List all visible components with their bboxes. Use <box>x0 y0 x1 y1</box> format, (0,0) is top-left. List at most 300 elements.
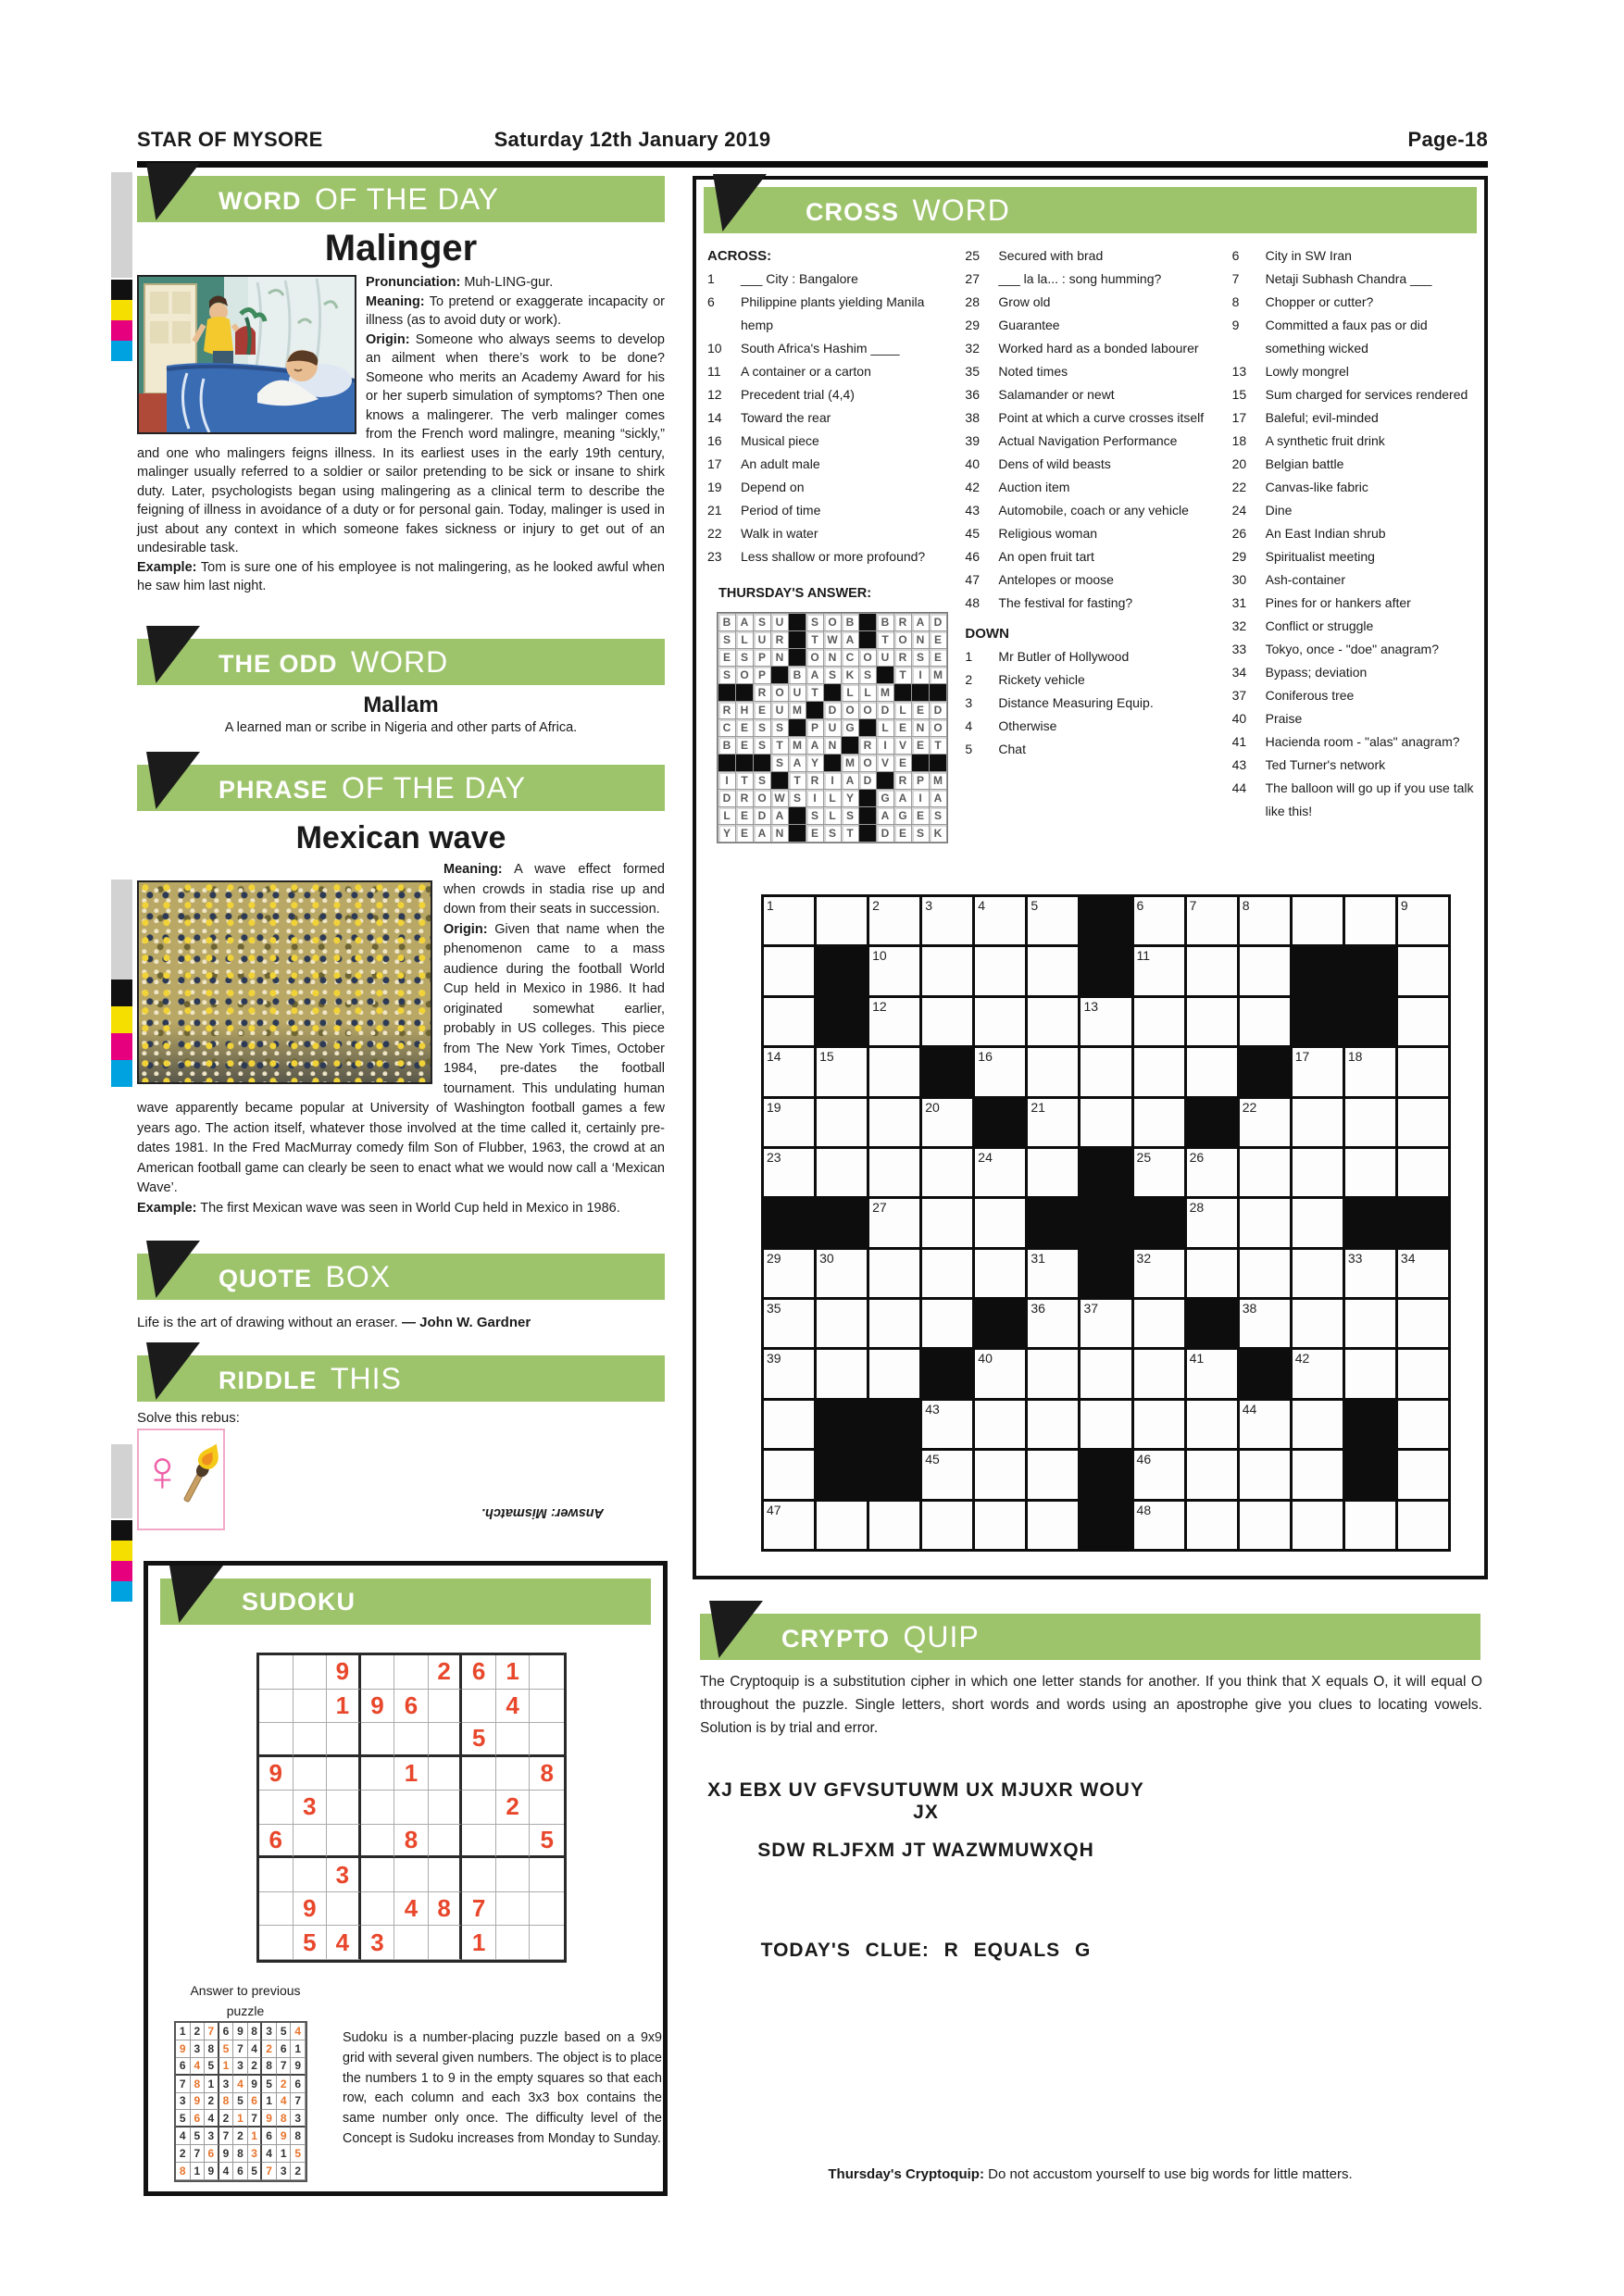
crossword-cell[interactable] <box>1187 1451 1237 1498</box>
solution-cell: W <box>824 631 841 648</box>
crossword-cell[interactable] <box>764 947 814 994</box>
crossword-cell[interactable] <box>869 1149 919 1196</box>
sudoku-cell[interactable] <box>394 1791 429 1825</box>
crossword-cell[interactable]: 6 <box>1134 897 1184 944</box>
crossword-cell[interactable]: 40 <box>975 1350 1025 1397</box>
crossword-cell[interactable] <box>922 1300 972 1347</box>
sudoku-cell[interactable] <box>294 1690 328 1724</box>
crossword-cell[interactable] <box>1345 897 1395 944</box>
crossword-cell[interactable] <box>1293 1099 1343 1146</box>
crossword-cell[interactable] <box>764 1451 814 1498</box>
solution-cell: S <box>912 825 929 842</box>
sudoku-cell[interactable]: 6 <box>259 1825 294 1859</box>
crossword-cell[interactable]: 35 <box>764 1300 814 1347</box>
sudoku-cell[interactable] <box>429 1858 463 1892</box>
odd-word-section <box>137 639 665 735</box>
crossword-cell[interactable]: 26 <box>1187 1149 1237 1196</box>
sudoku-cell[interactable] <box>429 1825 463 1859</box>
clue-down: 26 An East Indian shrub <box>1231 526 1386 541</box>
registration-bar-gray <box>111 880 132 980</box>
crossword-cell[interactable] <box>1240 1502 1290 1549</box>
sudoku-answer-cell: 5 <box>248 2163 263 2180</box>
sudoku-cell[interactable]: 4 <box>327 1926 361 1960</box>
crossword-cell[interactable] <box>1293 1250 1343 1297</box>
crossword-cell[interactable]: 39 <box>764 1350 814 1397</box>
solution-cell: A <box>771 807 788 824</box>
crossword-cell[interactable] <box>1345 1300 1395 1347</box>
sudoku-cell[interactable]: 4 <box>394 1892 429 1927</box>
sudoku-cell[interactable] <box>327 1723 361 1757</box>
crossword-cell[interactable] <box>1293 1199 1343 1246</box>
crossword-cell[interactable]: 2 <box>869 897 919 944</box>
crossword-cell[interactable] <box>922 1149 972 1196</box>
sudoku-cell[interactable] <box>530 1892 564 1927</box>
crossword-cell[interactable] <box>1187 1502 1237 1549</box>
crossword-cell[interactable]: 48 <box>1134 1502 1184 1549</box>
sudoku-answer-cell: 8 <box>191 2076 206 2093</box>
solution-cell: O <box>842 702 858 718</box>
crossword-cell[interactable] <box>1134 1099 1184 1146</box>
sudoku-cell[interactable]: 5 <box>462 1723 496 1757</box>
crossword-cell[interactable]: 12 <box>869 998 919 1045</box>
crossword-cell[interactable]: 43 <box>922 1401 972 1448</box>
banner-kicker: CROSS <box>806 198 900 226</box>
sudoku-cell[interactable] <box>327 1825 361 1859</box>
crossword-cell[interactable]: 30 <box>817 1250 867 1297</box>
clue-column-3 <box>1232 244 1479 843</box>
solution-cell: N <box>771 649 788 666</box>
crossword-cell[interactable]: 14 <box>764 1048 814 1095</box>
solution-cell: A <box>789 755 806 771</box>
phrase-block-meaning: Meaning: A wave effect formed when crowds in stadia rise up and down from their seats in succession. <box>443 862 666 917</box>
sudoku-answer-grid <box>174 2021 307 2182</box>
clue-down: 24 Dine <box>1231 503 1293 518</box>
crossword-cell[interactable] <box>922 1250 972 1297</box>
sudoku-answer-cell: 4 <box>219 2163 234 2180</box>
crossword-cell[interactable] <box>1293 1401 1343 1448</box>
crossword-cell[interactable]: 36 <box>1028 1300 1078 1347</box>
sudoku-answer-cell: 1 <box>277 2145 292 2163</box>
crossword-cell[interactable]: 9 <box>1398 897 1448 944</box>
banner-kicker-rest: QUIP <box>903 1620 980 1653</box>
sudoku-cell[interactable]: 1 <box>462 1926 496 1960</box>
sudoku-cell[interactable]: 1 <box>394 1757 429 1791</box>
banner-kicker-rest: OF THE DAY <box>314 182 499 216</box>
clue-across: 48 The festival for fasting? <box>965 595 1133 610</box>
crossword-cell[interactable]: 45 <box>922 1451 972 1498</box>
crossword-cell[interactable] <box>975 1502 1025 1549</box>
sudoku-cell[interactable]: 3 <box>294 1791 328 1825</box>
crossword-block-cell <box>1293 947 1343 994</box>
sudoku-cell[interactable]: 9 <box>294 1892 328 1927</box>
crossword-cell[interactable] <box>1028 998 1078 1045</box>
sudoku-answer-cell: 3 <box>277 2163 292 2180</box>
crossword-cell[interactable]: 37 <box>1081 1300 1131 1347</box>
sudoku-cell[interactable] <box>462 1791 496 1825</box>
crossword-block-cell <box>1081 947 1131 994</box>
sudoku-cell[interactable] <box>394 1723 429 1757</box>
sudoku-cell[interactable] <box>361 1791 395 1825</box>
crossword-cell[interactable]: 31 <box>1028 1250 1078 1297</box>
crossword-cell[interactable]: 38 <box>1240 1300 1290 1347</box>
sudoku-cell[interactable]: 7 <box>462 1892 496 1927</box>
sudoku-cell[interactable] <box>361 1892 395 1927</box>
solution-cell: S <box>930 807 946 824</box>
crossword-cell[interactable]: 42 <box>1293 1350 1343 1397</box>
sudoku-cell[interactable] <box>462 1825 496 1859</box>
solution-cell <box>877 667 893 683</box>
crossword-cell[interactable] <box>975 1401 1025 1448</box>
crossword-cell[interactable] <box>1081 1350 1131 1397</box>
sudoku-answer-cell: 5 <box>291 2145 306 2163</box>
solution-cell <box>930 684 946 701</box>
clue-across: 1 ___ City : Bangalore <box>707 271 858 286</box>
sudoku-cell[interactable] <box>294 1723 328 1757</box>
crossword-cell[interactable] <box>817 1350 867 1397</box>
crossword-cell[interactable] <box>1345 1099 1395 1146</box>
solution-cell: L <box>718 807 735 824</box>
solution-cell: M <box>930 667 946 683</box>
sudoku-cell[interactable]: 8 <box>394 1825 429 1859</box>
crossword-cell[interactable] <box>817 1149 867 1196</box>
crossword-cell[interactable]: 8 <box>1240 897 1290 944</box>
crossword-cell[interactable] <box>1134 1350 1184 1397</box>
crossword-cell[interactable] <box>1240 1199 1290 1246</box>
sudoku-cell[interactable] <box>530 1723 564 1757</box>
sudoku-cell[interactable] <box>259 1723 294 1757</box>
sudoku-cell[interactable] <box>361 1825 395 1859</box>
crossword-cell[interactable] <box>922 1502 972 1549</box>
crossword-cell[interactable] <box>1398 998 1448 1045</box>
sudoku-cell[interactable] <box>394 1655 429 1690</box>
crossword-cell[interactable]: 1 <box>764 897 814 944</box>
crossword-cell[interactable] <box>1398 1401 1448 1448</box>
crossword-cell[interactable] <box>1134 1300 1184 1347</box>
clue-across: 39 Actual Navigation Performance <box>965 433 1178 448</box>
sudoku-cell[interactable] <box>259 1858 294 1892</box>
sudoku-section <box>144 1561 668 2196</box>
crossword-cell[interactable] <box>817 1502 867 1549</box>
crossword-cell[interactable] <box>1028 1149 1078 1196</box>
crossword-cell[interactable] <box>1081 1099 1131 1146</box>
crossword-cell[interactable] <box>1398 1350 1448 1397</box>
sudoku-cell[interactable] <box>361 1858 395 1892</box>
crossword-cell[interactable] <box>869 1250 919 1297</box>
banner-kicker: QUOTE <box>219 1265 313 1292</box>
sudoku-cell[interactable] <box>294 1825 328 1859</box>
crossword-cell[interactable] <box>869 1350 919 1397</box>
crossword-cell[interactable]: 18 <box>1345 1048 1395 1095</box>
crossword-cell[interactable] <box>975 1250 1025 1297</box>
crossword-cell[interactable]: 5 <box>1028 897 1078 944</box>
crossword-cell[interactable] <box>922 998 972 1045</box>
crossword-cell[interactable] <box>1293 1451 1343 1498</box>
crossword-cell[interactable] <box>1398 1451 1448 1498</box>
crossword-cell[interactable]: 20 <box>922 1099 972 1146</box>
sudoku-cell[interactable] <box>530 1858 564 1892</box>
crossword-cell[interactable]: 29 <box>764 1250 814 1297</box>
sudoku-cell[interactable]: 3 <box>361 1926 395 1960</box>
sudoku-cell[interactable] <box>294 1655 328 1690</box>
sudoku-cell[interactable]: 1 <box>496 1655 531 1690</box>
sudoku-cell[interactable] <box>462 1690 496 1724</box>
sudoku-cell[interactable] <box>530 1655 564 1690</box>
sudoku-cell[interactable] <box>327 1892 361 1927</box>
crossword-cell[interactable] <box>1398 947 1448 994</box>
crossword-cell[interactable]: 7 <box>1187 897 1237 944</box>
thursday-answer-grid <box>717 612 948 843</box>
crossword-cell[interactable] <box>1345 1502 1395 1549</box>
crossword-cell[interactable]: 3 <box>922 897 972 944</box>
sudoku-grid[interactable] <box>256 1653 567 1963</box>
sudoku-cell[interactable]: 9 <box>361 1690 395 1724</box>
crossword-cell[interactable] <box>764 998 814 1045</box>
solution-cell: A <box>930 790 946 806</box>
sudoku-cell[interactable] <box>294 1757 328 1791</box>
crossword-cell[interactable] <box>1134 1048 1184 1095</box>
crossword-cell[interactable]: 24 <box>975 1149 1025 1196</box>
sudoku-answer-cell: 2 <box>291 2163 306 2180</box>
crossword-cell[interactable] <box>1240 1451 1290 1498</box>
sudoku-cell[interactable]: 6 <box>394 1690 429 1724</box>
solution-cell <box>718 755 735 771</box>
clue-across: 28 Grow old <box>965 294 1051 309</box>
sudoku-cell[interactable] <box>530 1926 564 1960</box>
crossword-cell[interactable] <box>1028 1350 1078 1397</box>
crossword-cell[interactable] <box>869 1300 919 1347</box>
crossword-cell[interactable] <box>922 947 972 994</box>
crossword-cell[interactable] <box>1028 1048 1078 1095</box>
sudoku-cell[interactable] <box>429 1926 463 1960</box>
crossword-cell[interactable] <box>1240 1250 1290 1297</box>
crossword-cell[interactable]: 44 <box>1240 1401 1290 1448</box>
crossword-clues <box>707 244 1479 843</box>
sudoku-cell[interactable] <box>361 1723 395 1757</box>
across-clues-2 <box>965 244 1220 615</box>
sudoku-cell[interactable] <box>259 1892 294 1927</box>
crossword-cell[interactable] <box>922 1199 972 1246</box>
crossword-cell[interactable] <box>1134 1401 1184 1448</box>
crossword-cell[interactable]: 34 <box>1398 1250 1448 1297</box>
sudoku-cell[interactable] <box>530 1690 564 1724</box>
crossword-cell[interactable] <box>1187 1250 1237 1297</box>
sudoku-cell[interactable] <box>327 1757 361 1791</box>
solution-cell <box>824 684 841 701</box>
crossword-cell[interactable] <box>1398 1300 1448 1347</box>
crossword-cell[interactable]: 4 <box>975 897 1025 944</box>
solution-cell: S <box>718 667 735 683</box>
crossword-cell[interactable]: 25 <box>1134 1149 1184 1196</box>
crossword-cell[interactable] <box>1293 1502 1343 1549</box>
sudoku-answer-cell: 9 <box>191 2093 206 2111</box>
crossword-cell[interactable] <box>817 1099 867 1146</box>
sudoku-cell[interactable]: 5 <box>530 1825 564 1859</box>
crossword-cell[interactable]: 13 <box>1081 998 1131 1045</box>
solution-cell: R <box>736 790 753 806</box>
sudoku-cell[interactable] <box>429 1757 463 1791</box>
crossword-cell[interactable] <box>975 998 1025 1045</box>
sudoku-cell[interactable] <box>327 1791 361 1825</box>
clue-column-2 <box>965 244 1220 843</box>
solution-cell: R <box>859 737 876 754</box>
solution-cell: I <box>912 790 929 806</box>
solution-cell: L <box>859 684 876 701</box>
crossword-cell[interactable]: 10 <box>869 947 919 994</box>
crossword-cell[interactable]: 11 <box>1134 947 1184 994</box>
sudoku-cell[interactable] <box>429 1690 463 1724</box>
crossword-cell[interactable] <box>1293 1300 1343 1347</box>
crossword-cell[interactable] <box>1081 1048 1131 1095</box>
crossword-cell[interactable] <box>975 1199 1025 1246</box>
sudoku-cell[interactable]: 2 <box>429 1655 463 1690</box>
sudoku-cell[interactable] <box>496 1926 531 1960</box>
crossword-cell[interactable] <box>764 1401 814 1448</box>
solution-cell: B <box>718 614 735 630</box>
crossword-cell[interactable] <box>1081 1401 1131 1448</box>
crossword-cell[interactable] <box>869 1502 919 1549</box>
paper-date: Saturday 12th January 2019 <box>493 128 771 151</box>
sudoku-cell[interactable]: 3 <box>327 1858 361 1892</box>
sudoku-cell[interactable] <box>259 1690 294 1724</box>
crossword-cell[interactable]: 28 <box>1187 1199 1237 1246</box>
crossword-cell[interactable]: 46 <box>1134 1451 1184 1498</box>
sudoku-cell[interactable] <box>496 1757 531 1791</box>
sudoku-cell[interactable] <box>259 1791 294 1825</box>
crossword-cell[interactable] <box>1240 947 1290 994</box>
sudoku-answer-cell: 4 <box>277 2093 292 2111</box>
sudoku-cell[interactable] <box>294 1858 328 1892</box>
sudoku-cell[interactable] <box>394 1858 429 1892</box>
sudoku-cell[interactable]: 2 <box>496 1791 531 1825</box>
crossword-cell[interactable]: 33 <box>1345 1250 1395 1297</box>
sudoku-cell[interactable]: 9 <box>327 1655 361 1690</box>
crossword-cell[interactable]: 23 <box>764 1149 814 1196</box>
sudoku-cell[interactable] <box>462 1757 496 1791</box>
crossword-cell[interactable] <box>1028 1451 1078 1498</box>
crossword-cell[interactable] <box>1187 998 1237 1045</box>
crossword-cell[interactable] <box>1293 1149 1343 1196</box>
solution-cell <box>718 684 735 701</box>
crossword-cell[interactable]: 17 <box>1293 1048 1343 1095</box>
crossword-cell[interactable] <box>1134 998 1184 1045</box>
sudoku-cell[interactable] <box>394 1926 429 1960</box>
crossword-cell[interactable] <box>817 897 867 944</box>
sudoku-cell[interactable] <box>530 1791 564 1825</box>
sudoku-answer-cell: 5 <box>233 2093 248 2111</box>
crossword-cell[interactable] <box>817 1300 867 1347</box>
solution-cell: I <box>877 737 893 754</box>
crossword-cell[interactable] <box>1398 1149 1448 1196</box>
crossword-cell[interactable] <box>1028 1401 1078 1448</box>
crossword-cell[interactable] <box>1398 1099 1448 1146</box>
crossword-cell[interactable] <box>975 947 1025 994</box>
solution-cell: Y <box>842 790 858 806</box>
crossword-cell[interactable] <box>1345 1149 1395 1196</box>
sudoku-cell[interactable] <box>496 1723 531 1757</box>
crossword-cell[interactable] <box>869 1099 919 1146</box>
sudoku-answer-cell: 9 <box>291 2058 306 2076</box>
sudoku-answer-cell: 4 <box>191 2058 206 2076</box>
sudoku-cell[interactable]: 8 <box>429 1892 463 1927</box>
crossword-cell[interactable]: 21 <box>1028 1099 1078 1146</box>
sudoku-cell[interactable] <box>429 1723 463 1757</box>
sudoku-answer-cell: 7 <box>176 2076 191 2093</box>
sudoku-cell[interactable] <box>259 1655 294 1690</box>
crossword-cell[interactable]: 19 <box>764 1099 814 1146</box>
sudoku-cell[interactable] <box>462 1858 496 1892</box>
crossword-cell[interactable] <box>869 1048 919 1095</box>
sudoku-cell[interactable] <box>496 1858 531 1892</box>
sudoku-answer-cell: 2 <box>277 2076 292 2093</box>
sudoku-answer-cell: 7 <box>205 2023 219 2040</box>
solution-cell: S <box>824 825 841 842</box>
clue-across: 25 Secured with brad <box>965 248 1104 263</box>
crossword-cell[interactable] <box>1028 947 1078 994</box>
solution-cell <box>806 702 823 718</box>
clue-across: 27 ___ la la... : song humming? <box>965 271 1162 286</box>
crossword-cell[interactable]: 47 <box>764 1502 814 1549</box>
clue-down: 43 Ted Turner's network <box>1231 757 1386 772</box>
phrase-block-example: Example: The first Mexican wave was seen in World Cup held in Mexico in 1986. <box>137 1200 620 1216</box>
banner-kicker: RIDDLE <box>219 1366 318 1394</box>
crossword-cell[interactable]: 22 <box>1240 1099 1290 1146</box>
crossword-cell[interactable]: 41 <box>1187 1350 1237 1397</box>
solution-cell: Y <box>718 825 735 842</box>
solution-cell: R <box>894 649 911 666</box>
crossword-cell[interactable] <box>1293 897 1343 944</box>
crossword-cell[interactable]: 16 <box>975 1048 1025 1095</box>
sudoku-cell[interactable]: 4 <box>496 1690 531 1724</box>
sudoku-cell[interactable]: 5 <box>294 1926 328 1960</box>
crossword-cell[interactable] <box>975 1451 1025 1498</box>
sudoku-cell[interactable]: 6 <box>462 1655 496 1690</box>
sudoku-cell[interactable]: 8 <box>530 1757 564 1791</box>
sudoku-cell[interactable] <box>361 1655 395 1690</box>
solution-cell: O <box>771 684 788 701</box>
crossword-cell[interactable] <box>1187 1401 1237 1448</box>
sudoku-answer-cell: 9 <box>277 2128 292 2145</box>
riddle-section <box>137 1355 665 1530</box>
sudoku-cell[interactable] <box>496 1892 531 1927</box>
crossword-cell[interactable]: 27 <box>869 1199 919 1246</box>
crossword-cell[interactable] <box>1398 1502 1448 1549</box>
crossword-cell[interactable] <box>1187 947 1237 994</box>
word-block-meaning: Meaning: To pretend or exaggerate incapacity or illness (as to avoid duty or work). <box>366 293 665 328</box>
sudoku-cell[interactable] <box>496 1825 531 1859</box>
corner-triangle-icon <box>146 626 200 683</box>
solution-cell: T <box>806 684 823 701</box>
crossword-cell[interactable] <box>1240 1149 1290 1196</box>
sudoku-cell[interactable] <box>259 1926 294 1960</box>
crossword-cell[interactable]: 15 <box>817 1048 867 1095</box>
banner-kicker-rest: THIS <box>330 1362 402 1395</box>
crossword-cell[interactable] <box>1240 998 1290 1045</box>
sudoku-cell[interactable]: 9 <box>259 1757 294 1791</box>
crossword-cell[interactable]: 32 <box>1134 1250 1184 1297</box>
sudoku-answer-cell: 6 <box>291 2076 306 2093</box>
sudoku-cell[interactable] <box>429 1791 463 1825</box>
clue-down: 18 A synthetic fruit drink <box>1231 433 1385 448</box>
crossword-cell[interactable] <box>1345 1350 1395 1397</box>
crossword-cell[interactable] <box>1187 1048 1237 1095</box>
crossword-grid[interactable] <box>761 894 1451 1552</box>
sudoku-cell[interactable] <box>361 1757 395 1791</box>
crossword-cell[interactable] <box>1028 1502 1078 1549</box>
solution-cell: L <box>842 684 858 701</box>
sudoku-cell[interactable]: 1 <box>327 1690 361 1724</box>
odd-word-definition: A learned man or scribe in Nigeria and other parts of Africa. <box>224 720 578 735</box>
crossword-cell[interactable] <box>1398 1048 1448 1095</box>
